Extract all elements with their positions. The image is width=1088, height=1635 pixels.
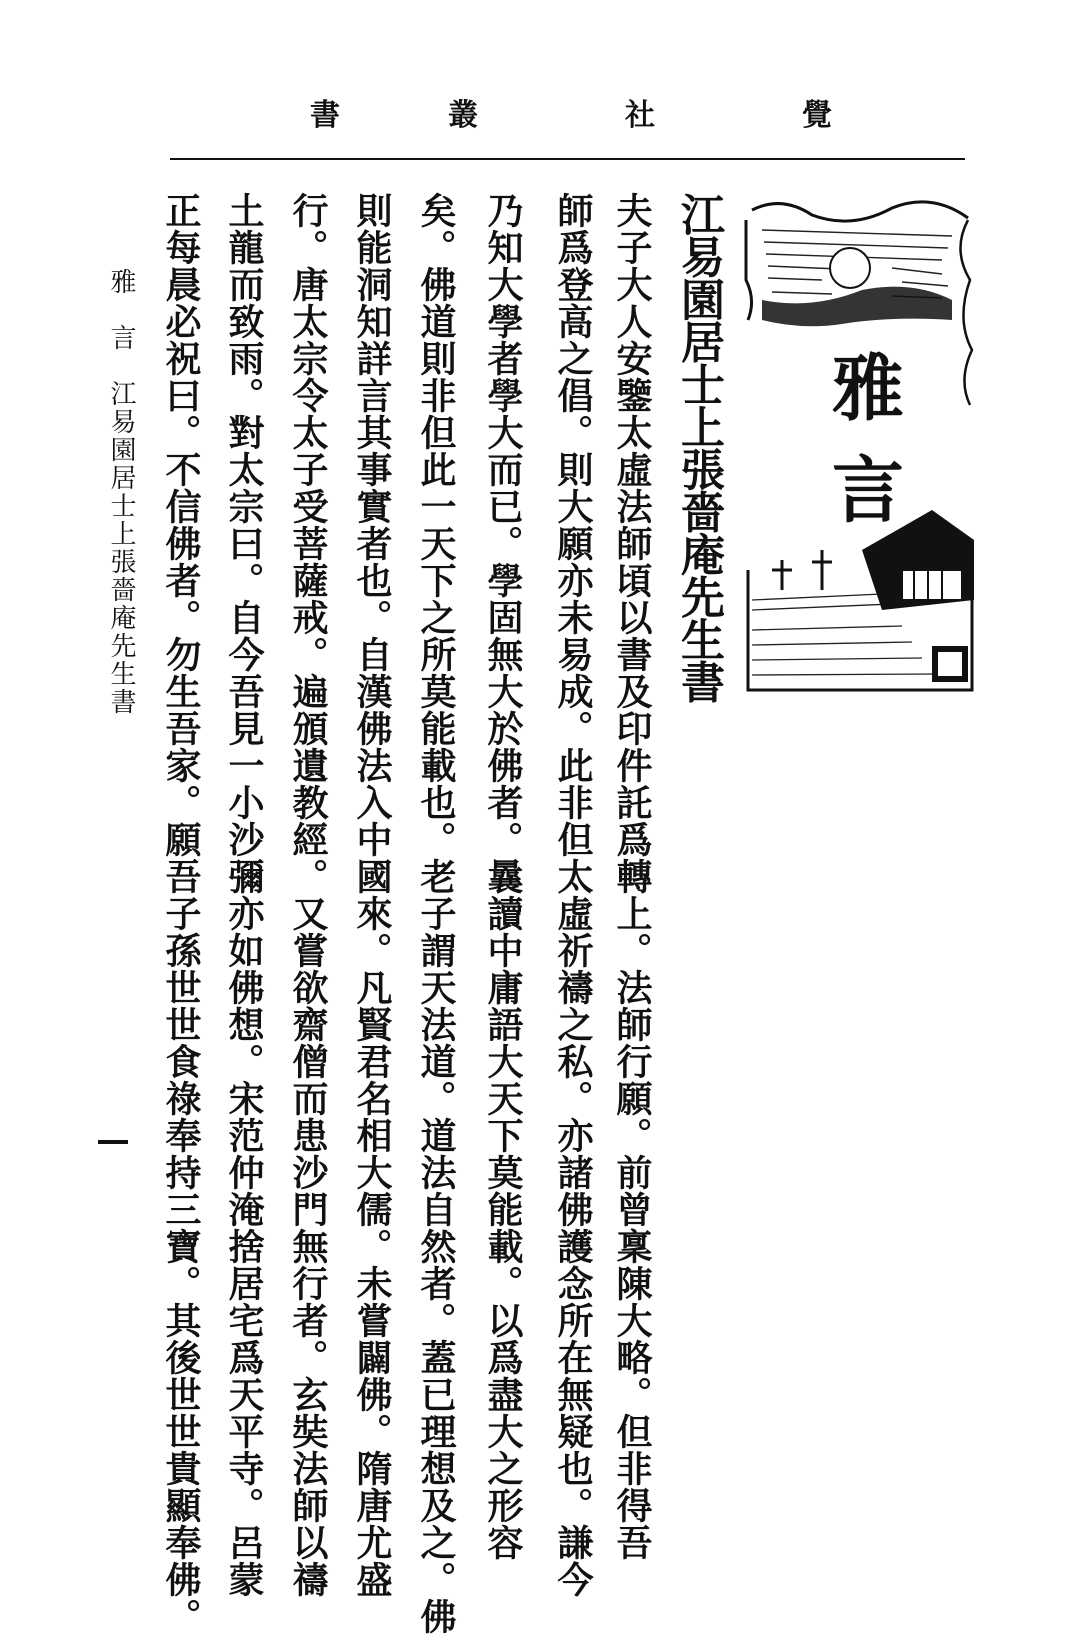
running-footer-title: 雅 言 江易園居士上張嗇庵先生書 <box>106 268 136 716</box>
body-column-5: 則能洞知詳言其事實者也。自漢佛法入中國來。凡賢君名相大儒。未嘗闢佛。隋唐尤盛 <box>351 192 393 1598</box>
body-column-8: 正每晨必祝曰。不信佛者。勿生吾家。願吾子孫世世食祿奉持三寶。其後世世貴顯奉佛。 <box>160 192 202 1635</box>
running-header <box>170 96 965 146</box>
header-char: 書 <box>310 98 340 133</box>
article-title: 江易園居士上張嗇庵先生書 <box>673 192 724 702</box>
body-column-4: 矣。佛道則非但此一天下之所莫能載也。老子謂天法道。道法自然者。蓋已理想及之。佛 <box>415 192 457 1635</box>
body-column-1: 夫子大人安鑒太虛法師頃以書及印件託爲轉上。法師行願。前曾稟陳大略。但非得吾 <box>611 192 653 1561</box>
header-char: 社 <box>625 98 655 133</box>
header-char: 叢 <box>448 98 478 133</box>
header-char: 覺 <box>802 98 832 133</box>
body-column-6: 行。唐太宗令太子受菩薩戒。遍頒遺教經。又嘗欲齋僧而患沙門無行者。玄奘法師以禱 <box>287 192 329 1598</box>
body-column-2: 師爲登高之倡。則大願亦未易成。此非但太虛祈禱之私。亦諸佛護念所在無疑也。謙今 <box>552 192 594 1598</box>
page-number <box>98 1140 128 1144</box>
header-rule <box>170 158 965 160</box>
section-title: 雅言 <box>820 350 905 554</box>
body-column-7: 土龍而致雨。對太宗曰。自今吾見一小沙彌亦如佛想。宋范仲淹捨居宅爲天平寺。呂蒙 <box>223 192 265 1598</box>
body-column-3: 乃知大學者學大而已。學固無大於佛者。曩讀中庸語大天下莫能載。以爲盡大之形容 <box>482 192 524 1561</box>
